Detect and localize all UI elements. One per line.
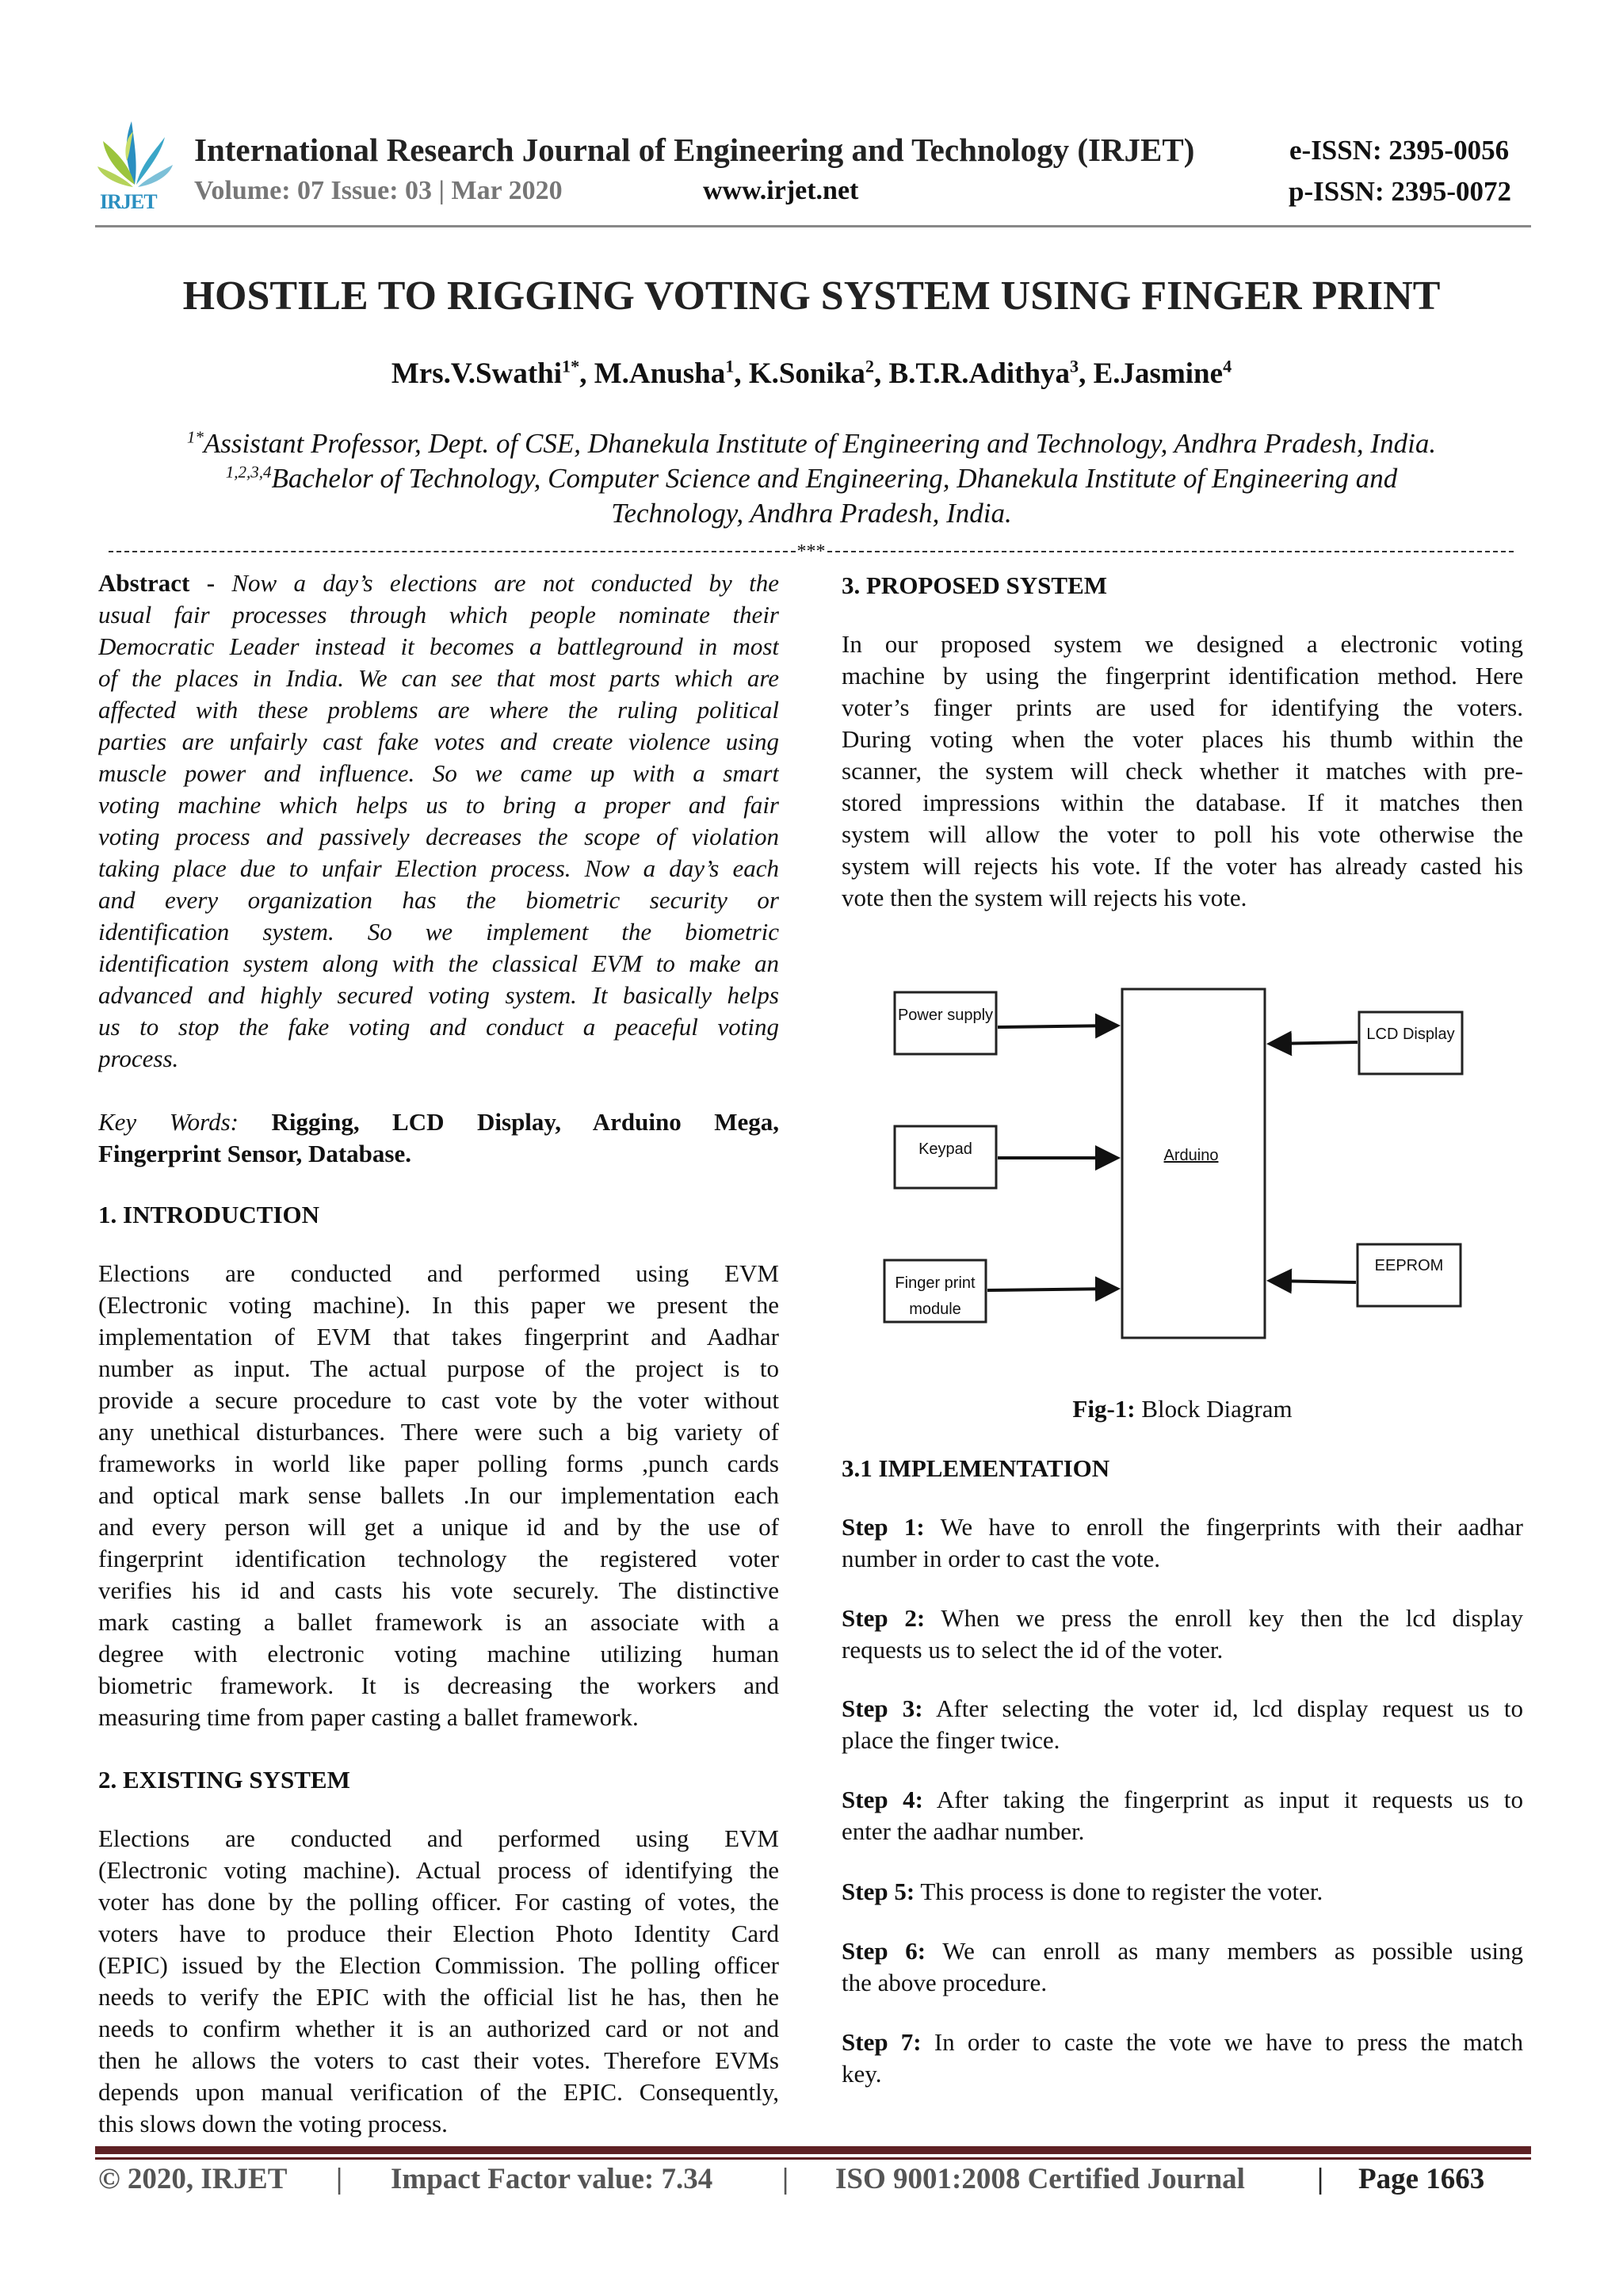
- text-line: [98, 2108, 779, 2140]
- affiliation-sup: 1*: [186, 427, 204, 447]
- text-line: [842, 850, 1523, 882]
- affiliation-text: Assistant Professor, Dept. of CSE, Dhanekula Institute of Engineering and Technology, Andhra Pradesh, India.: [203, 428, 1437, 459]
- line-text: (Electronic voting machine). Actual process of identifying the: [98, 1856, 779, 1884]
- figure-caption-text: Block Diagram: [1135, 1395, 1293, 1423]
- line-text: then he allows the voters to cast their votes. Therefore EVMs: [98, 2046, 779, 2074]
- line-text: of the places in India. We can see that most parts which are: [98, 664, 779, 692]
- line-text: and optical mark sense ballets .In our implementation each: [98, 1481, 779, 1509]
- lead-label: Step 3:: [842, 1694, 923, 1722]
- author: , B.T.R.Adithya: [873, 357, 1071, 390]
- label-module: module: [909, 1301, 961, 1318]
- keywords: [98, 1106, 779, 1170]
- text-line: [98, 2013, 779, 2045]
- text-line: [98, 1480, 779, 1511]
- text-line: [842, 2027, 1523, 2058]
- introduction-text: [98, 1258, 779, 1733]
- step-5: [842, 1876, 1523, 1908]
- author-sup: 1*: [562, 356, 580, 376]
- text-line: [98, 1385, 779, 1416]
- line-text: system will rejects his vote. If the voter has already casted his: [842, 852, 1523, 880]
- line-text: taking place due to unfair Election process. Now a day’s each: [98, 854, 779, 882]
- header-divider: [95, 225, 1531, 227]
- existing-system-text: [98, 1823, 779, 2140]
- affiliation-3: Technology, Andhra Pradesh, India.: [611, 498, 1012, 529]
- step-3: [842, 1693, 1523, 1756]
- text-line: [842, 1816, 1523, 1847]
- arrow-power-to-arduino: [998, 1026, 1117, 1027]
- line-text: We can enroll as many members as possible using: [926, 1937, 1523, 1965]
- line-text: voting process and passively decreases the scope of violation: [98, 823, 779, 850]
- text-line: [842, 1693, 1523, 1725]
- text-line: [98, 1011, 779, 1043]
- line-text: voting machine which helps us to bring a proper and fair: [98, 791, 779, 819]
- step-2: [842, 1603, 1523, 1666]
- line-text: usual fair processes through which people nominate their: [98, 601, 779, 628]
- text-line: [842, 660, 1523, 692]
- line-text: scanner, the system will check whether it matches with pre-: [842, 757, 1523, 785]
- line-text: provide a secure procedure to cast vote by the voter without: [98, 1386, 779, 1414]
- line-text: and every person will get a unique id and by the use of: [98, 1513, 779, 1541]
- footer-separator: |: [1317, 2163, 1324, 2195]
- line-text: muscle power and influence. So we came up with a smart: [98, 759, 779, 787]
- lead-label: Abstract -: [98, 569, 232, 597]
- line-text: Democratic Leader instead it becomes a battleground in most: [98, 632, 779, 660]
- text-line: [98, 1543, 779, 1575]
- line-text: depends upon manual verification of the EPIC. Consequently,: [98, 2078, 779, 2106]
- text-line: [98, 2045, 779, 2076]
- lead-label: Step 2:: [842, 1604, 926, 1632]
- footer-bar-thin: [95, 2157, 1531, 2160]
- heading-proposed-system: 3. PROPOSED SYSTEM: [842, 571, 1108, 599]
- line-text: identification system. So we implement the biometric: [98, 918, 779, 946]
- heading-introduction: 1. INTRODUCTION: [98, 1201, 320, 1228]
- fingerprint-module-box: [884, 1260, 986, 1322]
- line-text: mark casting a ballet framework is an associate with a: [98, 1608, 779, 1636]
- lead-label: Step 7:: [842, 2028, 922, 2056]
- e-issn: e-ISSN: 2395-0056: [1289, 135, 1510, 166]
- text-line: [98, 1886, 779, 1918]
- line-text: voters have to produce their Election Photo Identity Card: [98, 1920, 779, 1947]
- label-finger-print: Finger print: [895, 1274, 976, 1292]
- step-7: [842, 2027, 1523, 2090]
- text-line: [98, 1138, 779, 1170]
- text-line: [98, 694, 779, 726]
- p-issn: p-ISSN: 2395-0072: [1289, 176, 1512, 207]
- separator-stars: ***: [796, 541, 826, 562]
- line-text: the above procedure.: [842, 1969, 1048, 1996]
- figure-caption: [842, 1395, 1523, 1423]
- text-line: [98, 631, 779, 663]
- line-text: frameworks in world like paper polling forms ,punch cards: [98, 1450, 779, 1477]
- power-supply-box: [895, 992, 996, 1054]
- text-line: [98, 1416, 779, 1448]
- lcd-display-box: [1359, 1012, 1462, 1074]
- line-text: advanced and highly secured voting system. It basically helps: [98, 981, 779, 1009]
- text-line: [842, 628, 1523, 660]
- line-text: implementation of EVM that takes fingerprint and Aadhar: [98, 1323, 779, 1350]
- text-line: [98, 853, 779, 884]
- line-text: Elections are conducted and performed using EVM: [98, 1824, 779, 1852]
- line-text: parties are unfairly cast fake votes and create violence using: [98, 728, 779, 755]
- journal-website-link[interactable]: www.irjet.net: [703, 176, 859, 205]
- label-keypad: Keypad: [918, 1140, 972, 1158]
- footer-separator: |: [336, 2163, 343, 2195]
- author-sup: 2: [865, 356, 874, 376]
- footer-impact-factor: Impact Factor value: 7.34: [391, 2163, 713, 2195]
- paper-title: HOSTILE TO RIGGING VOTING SYSTEM USING FINGER PRINT: [182, 273, 1441, 319]
- label-eeprom: EEPROM: [1374, 1257, 1444, 1274]
- arrow-fingerprint-to-arduino: [987, 1289, 1117, 1290]
- text-line: [98, 1321, 779, 1353]
- text-line: [98, 1823, 779, 1855]
- line-text: stored impressions within the database. If it matches then: [842, 789, 1523, 816]
- figure-label: Fig-1:: [1072, 1395, 1136, 1423]
- line-text: fingerprint identification technology the registered voter: [98, 1545, 779, 1572]
- arduino-box: [1122, 989, 1265, 1338]
- text-line: [842, 1725, 1523, 1756]
- line-text: voter’s finger prints are used for identifying the voters.: [842, 693, 1523, 721]
- volume-issue: Volume: 07 Issue: 03 | Mar 2020: [194, 176, 563, 205]
- affiliation-1: [0, 428, 1623, 460]
- line-text: In our proposed system we designed a electronic voting: [842, 630, 1523, 658]
- affiliation-2: [0, 463, 1623, 495]
- text-line: [98, 1638, 779, 1670]
- lead-label: Key Words:: [98, 1108, 239, 1136]
- lead-label: Step 6:: [842, 1937, 926, 1965]
- footer-separator: |: [782, 2163, 789, 2195]
- text-line: [98, 916, 779, 948]
- proposed-system-text: [842, 628, 1523, 914]
- text-line: [842, 1511, 1523, 1543]
- footer-bar: [95, 2146, 1531, 2154]
- line-text: biometric framework. It is decreasing the workers and: [98, 1671, 779, 1699]
- logo-text: IRJET: [100, 190, 157, 213]
- text-line: [98, 1106, 779, 1138]
- text-line: [842, 1935, 1523, 1967]
- line-text: Elections are conducted and performed using EVM: [98, 1259, 779, 1287]
- line-text: process.: [98, 1045, 179, 1072]
- label-arduino: Arduino: [1163, 1147, 1219, 1164]
- footer-iso: ISO 9001:2008 Certified Journal: [835, 2163, 1245, 2195]
- line-text: key.: [842, 2060, 882, 2088]
- author-sup: 1: [725, 356, 735, 376]
- text-line: [98, 1855, 779, 1886]
- line-text: machine by using the fingerprint identification method. Here: [842, 662, 1523, 690]
- text-line: [98, 1448, 779, 1480]
- author-sup: 4: [1223, 356, 1232, 376]
- line-text: number as input. The actual purpose of the project is to: [98, 1354, 779, 1382]
- footer-copyright: © 2020, IRJET: [98, 2163, 288, 2195]
- text-line: [842, 1543, 1523, 1575]
- text-line: [842, 1784, 1523, 1816]
- text-line: [842, 787, 1523, 819]
- text-line: [98, 1670, 779, 1702]
- text-line: [842, 1634, 1523, 1666]
- text-line: [842, 724, 1523, 755]
- line-text: Rigging, LCD Display, Arduino Mega,: [238, 1108, 779, 1136]
- author: , E.Jasmine: [1079, 357, 1224, 390]
- line-text: needs to verify the EPIC with the official list he has, then he: [98, 1983, 779, 2011]
- line-text: enter the aadhar number.: [842, 1817, 1085, 1845]
- line-text: vote then the system will rejects his vote.: [842, 884, 1247, 911]
- line-text: degree with electronic voting machine utilizing human: [98, 1640, 779, 1668]
- text-line: [98, 884, 779, 916]
- line-text: Now a day’s elections are not conducted by the: [231, 569, 779, 597]
- line-text: We have to enroll the fingerprints with their aadhar: [924, 1513, 1523, 1541]
- line-text: After taking the fingerprint as input it requests us to: [922, 1786, 1523, 1813]
- line-text: This process is done to register the voter.: [915, 1878, 1323, 1905]
- line-text: needs to confirm whether it is an authorized card or not and: [98, 2015, 779, 2042]
- lead-label: Step 4:: [842, 1786, 923, 1813]
- text-line: [98, 2076, 779, 2108]
- abstract: [98, 567, 779, 1075]
- section-separator: [109, 541, 1514, 562]
- text-line: [98, 1258, 779, 1289]
- text-line: [98, 948, 779, 980]
- line-text: number in order to cast the vote.: [842, 1545, 1161, 1572]
- author: , M.Anusha: [579, 357, 726, 390]
- author-sup: 3: [1070, 356, 1079, 376]
- line-text: identification system along with the classical EVM to make an: [98, 949, 779, 977]
- heading-existing-system: 2. EXISTING SYSTEM: [98, 1766, 350, 1794]
- affiliation-text: Bachelor of Technology, Computer Science and Engineering, Dhanekula Institute of Engineering and: [271, 463, 1398, 494]
- line-text: verifies his id and casts his vote securely. The distinctive: [98, 1576, 779, 1604]
- text-line: [842, 2058, 1523, 2090]
- text-line: [98, 980, 779, 1011]
- line-text: (Electronic voting machine). In this paper we present the: [98, 1291, 779, 1319]
- text-line: [98, 1606, 779, 1638]
- line-text: requests us to select the id of the voter.: [842, 1636, 1224, 1664]
- text-line: [98, 567, 779, 599]
- text-line: [842, 882, 1523, 914]
- text-line: [842, 819, 1523, 850]
- line-text: and every organization has the biometric security or: [98, 886, 779, 914]
- text-line: [98, 1043, 779, 1075]
- line-text: voter has done by the polling officer. For casting of votes, the: [98, 1888, 779, 1916]
- line-text: any unethical disturbances. There were such a big variety of: [98, 1418, 779, 1446]
- line-text: this slows down the voting process.: [98, 2110, 448, 2137]
- lead-label: Step 5:: [842, 1878, 915, 1905]
- text-line: [98, 1950, 779, 1981]
- text-line: [98, 663, 779, 694]
- line-text: Fingerprint Sensor, Database.: [98, 1140, 411, 1167]
- text-line: [98, 1511, 779, 1543]
- step-4: [842, 1784, 1523, 1847]
- text-line: [98, 1575, 779, 1606]
- heading-implementation: 3.1 IMPLEMENTATION: [842, 1454, 1110, 1482]
- text-line: [842, 1967, 1523, 1999]
- eeprom-box: [1358, 1244, 1461, 1306]
- text-line: [98, 1289, 779, 1321]
- step-1: [842, 1511, 1523, 1575]
- footer-page-number: Page 1663: [1358, 2163, 1485, 2195]
- author: Mrs.V.Swathi: [391, 357, 563, 390]
- text-line: [842, 692, 1523, 724]
- line-text: In order to caste the vote we have to press the match: [921, 2028, 1523, 2056]
- text-line: [98, 758, 779, 789]
- text-line: [842, 755, 1523, 787]
- keypad-box: [895, 1126, 996, 1188]
- text-line: [98, 1918, 779, 1950]
- author-list: [0, 357, 1623, 391]
- line-text: measuring time from paper casting a ballet framework.: [98, 1703, 639, 1731]
- irjet-logo: [94, 117, 177, 214]
- text-line: [98, 789, 779, 821]
- text-line: [98, 1981, 779, 2013]
- text-line: [98, 599, 779, 631]
- author: , K.Sonika: [734, 357, 865, 390]
- lead-label: Step 1:: [842, 1513, 925, 1541]
- line-text: During voting when the voter places his thumb within the: [842, 725, 1523, 753]
- arrow-lcd-to-arduino: [1270, 1042, 1358, 1044]
- line-text: When we press the enroll key then the lcd display: [925, 1604, 1523, 1632]
- line-text: system will allow the voter to poll his vote otherwise the: [842, 820, 1523, 848]
- line-text: (EPIC) issued by the Election Commission. The polling officer: [98, 1951, 779, 1979]
- line-text: After selecting the voter id, lcd display request us to: [922, 1694, 1523, 1722]
- text-line: [98, 1702, 779, 1733]
- step-6: [842, 1935, 1523, 1999]
- line-text: affected with these problems are where the ruling political: [98, 696, 779, 724]
- journal-title: International Research Journal of Engineering and Technology (IRJET): [194, 132, 1195, 168]
- line-text: us to stop the fake voting and conduct a peaceful voting: [98, 1013, 779, 1041]
- line-text: place the finger twice.: [842, 1726, 1060, 1754]
- label-power-supply: Power supply: [897, 1007, 994, 1024]
- text-line: [98, 726, 779, 758]
- arrow-eeprom-to-arduino: [1270, 1281, 1356, 1282]
- text-line: [842, 1603, 1523, 1634]
- label-lcd-display: LCD Display: [1366, 1026, 1455, 1043]
- text-line: [98, 821, 779, 853]
- text-line: [98, 1353, 779, 1385]
- text-line: [842, 1876, 1523, 1908]
- affiliation-sup: 1,2,3,4: [225, 462, 272, 482]
